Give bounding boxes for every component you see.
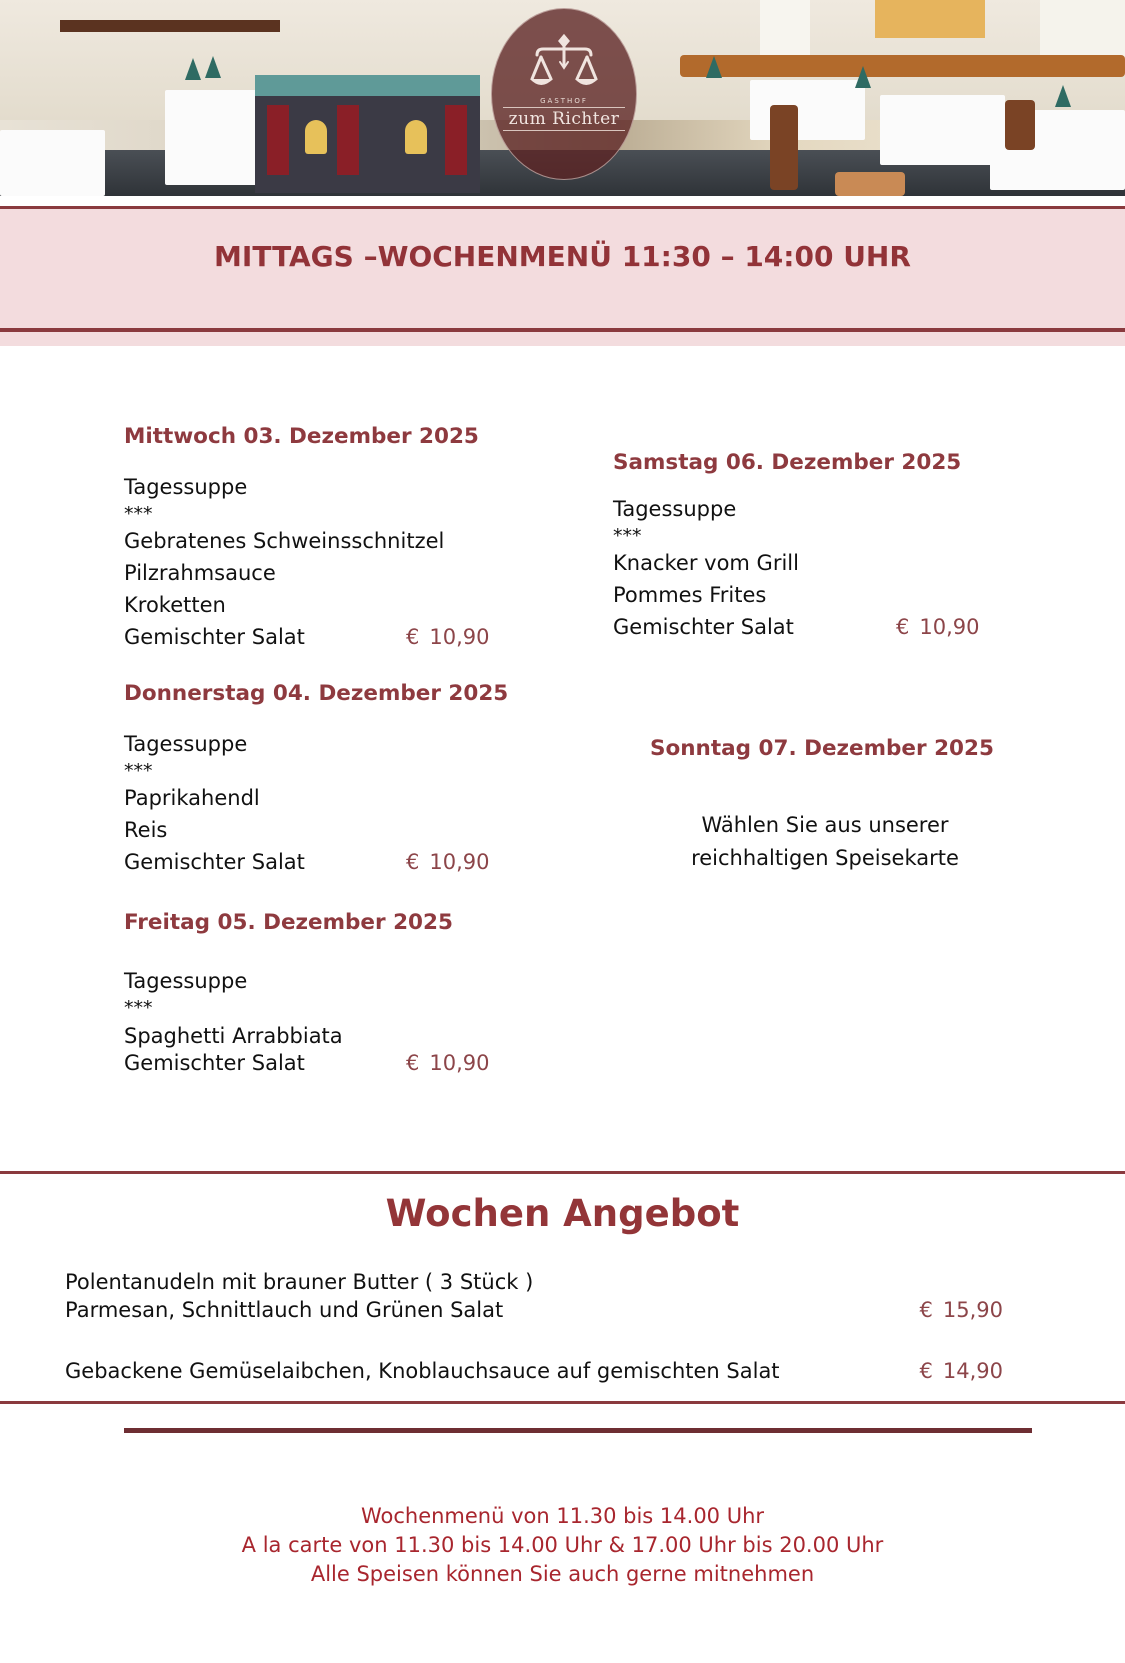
menu-title-band <box>0 206 1125 346</box>
photo-chair <box>1005 100 1035 150</box>
divider <box>0 328 1125 332</box>
menu-item: Gebratenes Schweinsschnitzel <box>124 529 445 553</box>
menu-item-with-price <box>124 846 524 878</box>
price <box>406 846 490 878</box>
footer-line: A la carte von 11.30 bis 14.00 Uhr & 17.00 Uhr bis 20.00 Uhr <box>241 1533 884 1557</box>
footer-line: Alle Speisen können Sie auch gerne mitnehmen <box>310 1562 815 1586</box>
currency-symbol: € <box>406 1051 420 1075</box>
gasthof-logo <box>491 8 637 180</box>
photo-table <box>880 95 1005 165</box>
price <box>920 1296 1004 1324</box>
menu-item: Tagessuppe <box>124 969 248 993</box>
day-menu-donnerstag <box>124 681 524 878</box>
currency-symbol: € <box>406 625 420 649</box>
menu-item-with-price <box>124 621 524 653</box>
header-photo-banner <box>0 0 1125 196</box>
price <box>406 621 490 653</box>
menu-item: Kroketten <box>124 593 226 617</box>
chest-ornament <box>405 120 427 154</box>
menu-item-with-price <box>613 611 1013 643</box>
day-menu-mittwoch <box>124 424 524 653</box>
menu-item: Pilzrahmsauce <box>124 561 276 585</box>
footer-line: Wochenmenü von 11.30 bis 14.00 Uhr <box>360 1504 765 1528</box>
photo-napkin <box>855 66 871 88</box>
price-value: 10,90 <box>429 625 490 649</box>
menu-item-with-price <box>124 1047 524 1079</box>
currency-symbol: € <box>406 850 420 874</box>
chest-ornament <box>305 120 327 154</box>
price-value: 10,90 <box>429 850 490 874</box>
price <box>920 1357 1004 1385</box>
currency-symbol: € <box>919 1359 933 1383</box>
day-heading: Sonntag 07. Dezember 2025 <box>650 736 994 761</box>
course-separator: *** <box>124 760 153 782</box>
price <box>406 1047 490 1079</box>
chest-panel <box>337 105 359 175</box>
photo-napkin <box>205 56 221 78</box>
photo-napkin <box>706 56 722 78</box>
day-heading: Samstag 06. Dezember 2025 <box>613 450 962 475</box>
divider <box>0 1401 1125 1404</box>
menu-item: Spaghetti Arrabbiata <box>124 1024 343 1048</box>
photo-table <box>165 90 260 185</box>
day-heading: Mittwoch 03. Dezember 2025 <box>124 424 479 449</box>
course-separator: *** <box>124 503 153 525</box>
currency-symbol: € <box>919 1298 933 1322</box>
photo-napkin <box>1055 85 1071 107</box>
weekly-offer-item <box>65 1268 1025 1324</box>
photo-table <box>0 130 105 196</box>
chest-panel <box>267 105 289 175</box>
photo-painted-chest <box>255 75 480 193</box>
photo-painting <box>875 0 985 38</box>
scales-of-justice-icon <box>529 31 599 93</box>
logo-name: zum Richter <box>503 107 626 131</box>
day-menu-samstag <box>613 450 1013 643</box>
day-menu-freitag <box>124 910 524 1079</box>
currency-symbol: € <box>896 615 910 639</box>
menu-item: Gemischter Salat <box>124 625 305 649</box>
logo-subtitle: GASTHOF <box>540 97 588 105</box>
sunday-note <box>650 809 1000 875</box>
photo-shelf <box>60 20 280 32</box>
day-heading: Donnerstag 04. Dezember 2025 <box>124 681 509 706</box>
menu-item: Gemischter Salat <box>124 850 305 874</box>
chest-panel <box>445 105 467 175</box>
divider <box>0 1171 1125 1174</box>
photo-table <box>750 80 865 140</box>
offer-description: Gebackene Gemüselaibchen, Knoblauchsauce auf gemischten Salat <box>65 1359 780 1383</box>
menu-item: Reis <box>124 818 168 842</box>
weekly-offer-item <box>65 1357 1025 1385</box>
sunday-note-line: reichhaltigen Speisekarte <box>691 846 959 870</box>
day-heading: Freitag 05. Dezember 2025 <box>124 910 453 935</box>
menu-item: Tagessuppe <box>613 497 737 521</box>
price <box>896 611 980 643</box>
menu-item: Gemischter Salat <box>124 1051 305 1075</box>
menu-item: Pommes Frites <box>613 583 767 607</box>
menu-item: Tagessuppe <box>124 475 248 499</box>
price-value: 14,90 <box>942 1359 1003 1383</box>
day-menu-sonntag <box>650 736 1000 875</box>
menu-item: Paprikahendl <box>124 786 260 810</box>
photo-bench <box>680 55 1125 77</box>
menu-item: Tagessuppe <box>124 732 248 756</box>
course-separator: *** <box>613 525 642 547</box>
photo-window <box>760 0 810 58</box>
photo-napkin <box>185 58 201 80</box>
offer-description: Polentanudeln mit brauner Butter ( 3 Stück ) <box>65 1270 534 1294</box>
menu-item: Knacker vom Grill <box>613 551 799 575</box>
price-value: 15,90 <box>942 1298 1003 1322</box>
photo-chair <box>835 172 905 196</box>
opening-hours-footer <box>0 1502 1125 1589</box>
weekly-offer-title: Wochen Angebot <box>385 1192 740 1235</box>
sunday-note-line: Wählen Sie aus unserer <box>701 813 949 837</box>
price-value: 10,90 <box>919 615 980 639</box>
menu-item: Gemischter Salat <box>613 615 794 639</box>
price-value: 10,90 <box>429 1051 490 1075</box>
divider <box>124 1428 1032 1433</box>
page-title: MITTAGS –WOCHENMENÜ 11:30 – 14:00 UHR <box>214 240 911 273</box>
offer-description: Parmesan, Schnittlauch und Grünen Salat <box>65 1298 504 1322</box>
photo-chair <box>770 105 798 190</box>
course-separator: *** <box>124 997 153 1019</box>
